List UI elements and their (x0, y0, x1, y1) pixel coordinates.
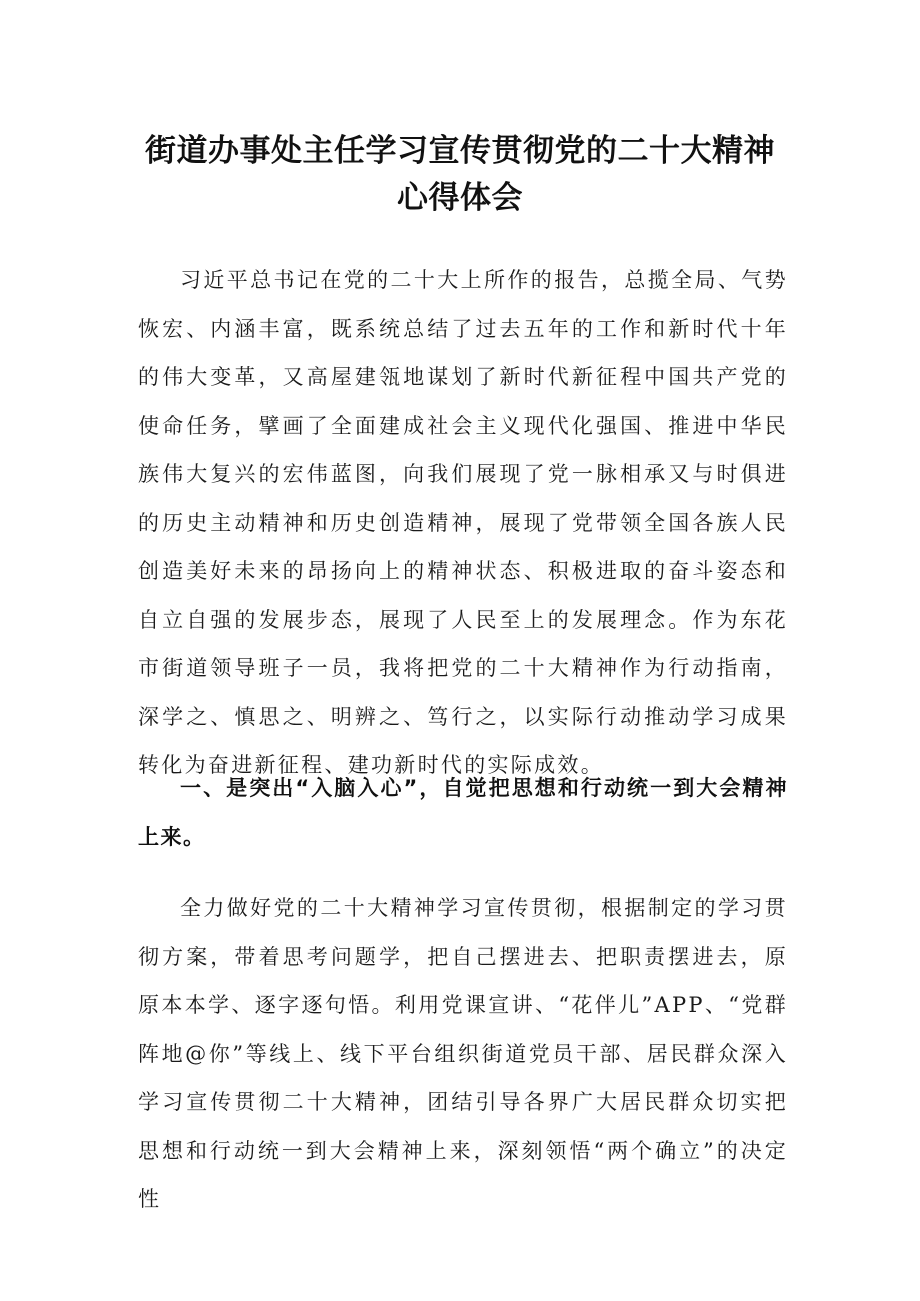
document-title: 街道办事处主任学习宣传贯彻党的二十大精神心得体会 (145, 133, 775, 216)
intro-paragraph: 习近平总书记在党的二十大上所作的报告，总揽全局、气势恢宏、内涵丰富，既系统总结了过去五年的工作和新时代十年的伟大变革，又高屋建瓴地谋划了新时代新征程中国共产党的使命任务，擘画了全面建成社会主义现代化强国、推进中华民族伟大复兴的宏伟蓝图，向我们展现了党一脉相承又与时俱进的历史主动精神和历史创造精神，展现了党带领全国各族人民创造美好未来的昂扬向上的精神状态、积极进取的奋斗姿态和自立自强的发展步态，展现了人民至上的发展理念。作为东花市街道领导班子一员，我将把党的二十大精神作为行动指南，深学之、慎思之、明辨之、笃行之，以实际行动推动学习成果转化为奋进新征程、建功新时代的实际成效。 (138, 268, 788, 777)
section-1-heading: 一、是突出“入脑入心”，自觉把思想和行动统一到大会精神上来。 (138, 776, 788, 849)
section-1-body: 全力做好党的二十大精神学习宣传贯彻，根据制定的学习贯彻方案，带着思考问题学，把自己摆进去、把职责摆进去，原原本本学、逐字逐句悟。利用党课宣讲、“花伴儿”APP、“党群阵地@你”等线上、线下平台组织街道党员干部、居民群众深入学习宣传贯彻二十大精神，团结引导各界广大居民群众切实把思想和行动统一到大会精神上来，深刻领悟“两个确立”的决定性 (138, 896, 788, 1211)
